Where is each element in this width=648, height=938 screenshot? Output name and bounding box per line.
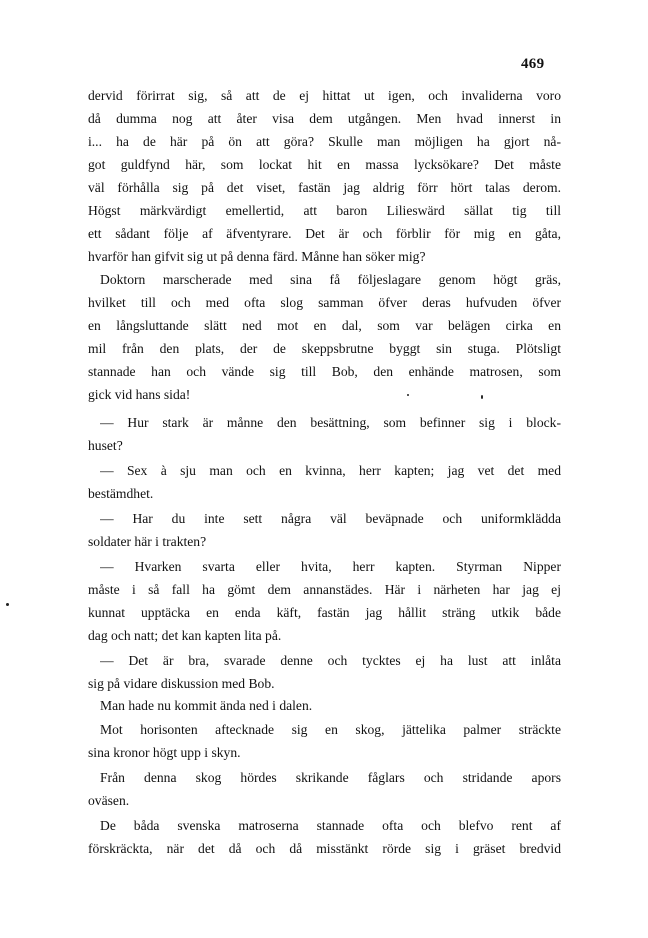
text-line: mil från den plats, der de skeppsbrutne byggt sin stuga. Plötsligt (88, 341, 561, 356)
text-line: bestämdhet. (88, 486, 154, 501)
text-line: — Har du inte sett några väl beväpnade och uniformklädda (100, 511, 561, 526)
scan-speckle (407, 394, 409, 396)
page-number: 469 (521, 56, 545, 72)
text-line: i... ha de här på ön att göra? Skulle man möjligen ha gjort nå- (88, 134, 561, 149)
text-line: Doktorn marscherade med sina få följeslagare genom högt gräs, (100, 272, 561, 287)
text-line: De båda svenska matroserna stannade ofta och blefvo rent af (100, 818, 561, 833)
text-line: hvilket till och med ofta slog samman öfver deras hufvuden öfver (88, 295, 561, 310)
scan-speckle (481, 395, 483, 399)
scan-speckle (6, 603, 9, 606)
text-line: dag och natt; det kan kapten lita på. (88, 628, 282, 643)
text-line: då dumma nog att åter visa dem utgången. Men hvad innerst in (88, 111, 561, 126)
text-line: Från denna skog hördes skrikande fåglars och stridande apors (100, 770, 561, 785)
text-line: sig på vidare diskussion med Bob. (88, 676, 275, 691)
text-line: — Det är bra, svarade denne och tycktes ej ha lust att inlåta (100, 653, 561, 668)
text-line: kunnat upptäcka en enda käft, fastän jag hållit sträng utkik både (88, 605, 561, 620)
text-line: got guldfynd här, som lockat hit en massa lycksökare? Det måste (88, 157, 561, 172)
text-line: Mot horisonten aftecknade sig en skog, jättelika palmer sträckte (100, 722, 561, 737)
text-line: förskräckta, när det då och då misstänkt rörde sig i gräset bredvid (88, 841, 561, 856)
text-line: huset? (88, 438, 123, 453)
text-line: en långsluttande slätt ned mot en dal, som var belägen cirka en (88, 318, 561, 333)
text-line: dervid förirrat sig, så att de ej hittat ut igen, och invaliderna voro (88, 88, 561, 103)
text-line: ett sådant följe af äfventyrare. Det är och förblir för mig en gåta, (88, 226, 561, 241)
text-line: stannade han och vände sig till Bob, den enhände matrosen, som (88, 364, 561, 379)
text-line: måste i så fall ha gömt dem annanstädes. Här i närheten har jag ej (88, 582, 561, 597)
text-line: — Hvarken svarta eller hvita, herr kapten. Styrman Nipper (100, 559, 561, 574)
text-line: Högst märkvärdigt emellertid, att baron Lilieswärd sällat tig till (88, 203, 561, 218)
text-line: soldater här i trakten? (88, 534, 207, 549)
text-line: gick vid hans sida! (88, 387, 191, 402)
text-line: — Sex à sju man och en kvinna, herr kapten; jag vet det med (100, 463, 561, 478)
text-line: hvarför han gifvit sig ut på denna färd. Månne han söker mig? (88, 249, 426, 264)
text-line: väl förhålla sig på det viset, fastän jag aldrig förr hört talas derom. (88, 180, 561, 195)
text-line: sina kronor högt upp i skyn. (88, 745, 241, 760)
text-line: Man hade nu kommit ända ned i dalen. (100, 698, 313, 713)
text-line: oväsen. (88, 793, 130, 808)
text-line: — Hur stark är månne den besättning, som befinner sig i block- (100, 415, 561, 430)
